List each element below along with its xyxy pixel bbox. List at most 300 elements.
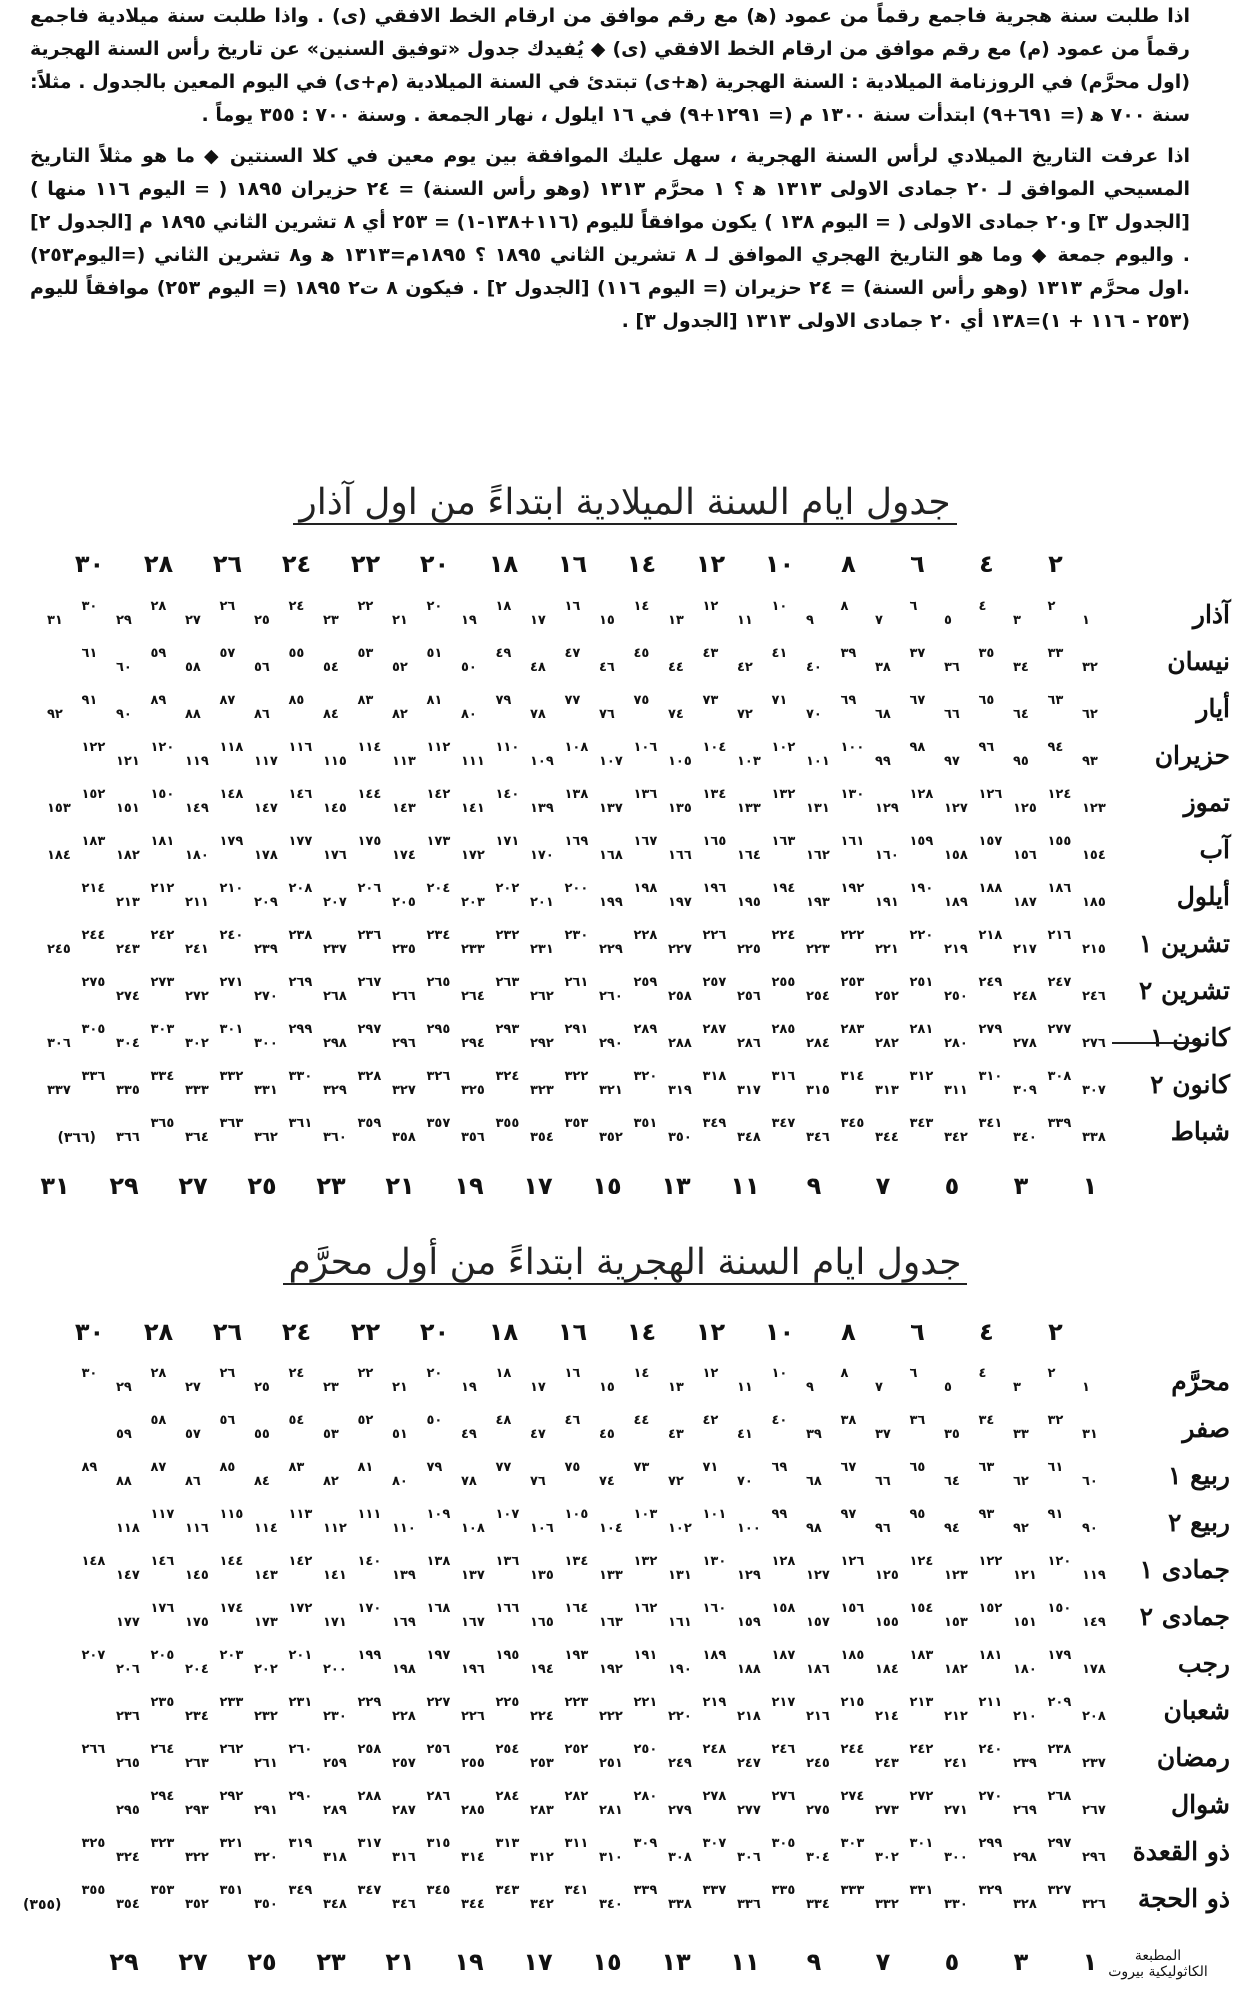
month-row [30, 786, 1230, 826]
day-of-year: ٢٤٤ [840, 1742, 865, 1757]
day-of-year: ٢٦٨ [323, 989, 347, 1004]
day-of-year: ١٨٧ [771, 1648, 796, 1663]
day-of-year: ١٨٨ [737, 1662, 761, 1677]
day-of-year: ٤٠ [771, 1413, 788, 1428]
day-of-year: ٢٨ [150, 1366, 167, 1381]
column-number: ٢٧ [178, 1172, 208, 1200]
day-of-year: ٢٤٣ [116, 942, 140, 957]
day-of-year: ٢٩٤ [150, 1789, 175, 1804]
day-of-year: ٣٤٦ [392, 1897, 416, 1912]
day-of-year: ٥٢ [392, 660, 408, 675]
day-of-year: ٣١ [1082, 1427, 1098, 1442]
day-of-year: ٣١٠ [978, 1069, 1003, 1084]
day-of-year: ١٩١ [633, 1648, 658, 1663]
day-of-year: ١٥٤ [909, 1601, 934, 1616]
day-of-year: ١٤٣ [392, 801, 416, 816]
day-of-year: ٣١٢ [909, 1069, 934, 1084]
month-name: شباط [1170, 1117, 1230, 1146]
day-of-year: ٤١ [737, 1427, 753, 1442]
day-of-year: ٢٩ [116, 1380, 132, 1395]
day-of-year: ٣٢٠ [254, 1850, 278, 1865]
day-of-year: ٢٣١ [530, 942, 554, 957]
day-of-year: ١٥٦ [840, 1601, 865, 1616]
day-of-year: ٢٥٧ [702, 975, 727, 990]
day-of-year: ٤٣ [668, 1427, 684, 1442]
month-row [23, 1882, 1230, 1922]
day-of-year: ١٧١ [495, 834, 520, 849]
day-of-year: ٢٢ [357, 1366, 374, 1381]
day-of-year: ٢٩٧ [1047, 1836, 1072, 1851]
day-of-year: ٣٠٣ [840, 1836, 865, 1851]
day-of-year: ١٠٠ [737, 1521, 761, 1536]
day-of-year: ٥١ [426, 646, 443, 661]
month-row [30, 1115, 1230, 1155]
day-of-year: ٥٣ [323, 1427, 339, 1442]
day-of-year: ٦ [909, 599, 918, 614]
day-of-year: ٢٨٨ [668, 1036, 692, 1051]
day-of-year: ٣٥٥ [495, 1116, 520, 1131]
day-of-year: ٢٦ [219, 1366, 236, 1381]
day-of-year: ٢٩٦ [1082, 1850, 1106, 1865]
day-of-year: ١٩٠ [909, 881, 934, 896]
day-of-year: ٦٧ [909, 693, 926, 708]
gregorian-table-title: جدول ايام السنة الميلادية ابتداءً من اول آذار [0, 482, 1250, 523]
day-of-year: ١٣٨ [564, 787, 589, 802]
day-of-year: ٢٤٥ [806, 1756, 830, 1771]
day-of-year: ٢٤٦ [771, 1742, 796, 1757]
hijri-bottom-header [40, 1948, 1100, 1978]
column-number: ٣١ [40, 1172, 70, 1200]
day-of-year: ٢٨٢ [875, 1036, 899, 1051]
day-of-year: ١٥١ [1013, 1615, 1037, 1630]
month-row [30, 833, 1230, 873]
day-of-year: ٢٠٩ [1047, 1695, 1072, 1710]
day-of-year: ٤٤ [633, 1413, 650, 1428]
day-of-year: ١٦٨ [426, 1601, 451, 1616]
day-of-year: ٢٤ [288, 599, 305, 614]
month-name: شوال [1171, 1790, 1230, 1819]
day-of-year: ٢٩٣ [185, 1803, 209, 1818]
day-of-year: ٢٧٢ [909, 1789, 934, 1804]
day-of-year: ٢٢١ [633, 1695, 658, 1710]
day-of-year: ٢٨٨ [357, 1789, 382, 1804]
day-of-year: ١٩٤ [530, 1662, 554, 1677]
day-of-year: ١٣٠ [840, 787, 865, 802]
day-of-year: ١٠٧ [495, 1507, 520, 1522]
day-of-year: ٣٤٠ [599, 1897, 623, 1912]
day-of-year: ١٧٨ [254, 848, 278, 863]
day-of-year: ١٠٠ [840, 740, 865, 755]
day-of-year: ٨٨ [116, 1474, 132, 1489]
day-of-year: ٣١٨ [323, 1850, 347, 1865]
day-of-year: ٢٥٦ [426, 1742, 451, 1757]
day-of-year: ٥٥ [288, 646, 305, 661]
day-of-year: ٦٩ [840, 693, 857, 708]
month-row [30, 692, 1230, 732]
column-number: ١٩ [454, 1172, 484, 1200]
day-of-year: ٨٦ [185, 1474, 201, 1489]
day-of-year: ١٠٥ [564, 1507, 589, 1522]
day-of-year: ٢٤١ [185, 942, 209, 957]
day-of-year: ١٤٥ [185, 1568, 209, 1583]
day-of-year: ١٢٨ [909, 787, 934, 802]
month-row [30, 1553, 1230, 1593]
day-of-year: ٣٢٢ [185, 1850, 209, 1865]
day-of-year: ٧١ [771, 693, 788, 708]
day-of-year: ٣٢١ [219, 1836, 244, 1851]
day-of-year: ١٧٧ [116, 1615, 140, 1630]
day-of-year: ٢٤٤ [81, 928, 106, 943]
day-of-year: ٤٥ [633, 646, 650, 661]
day-of-year: ٣٠٧ [1082, 1083, 1106, 1098]
day-of-year: ٦٣ [978, 1460, 995, 1475]
column-number: ١٧ [523, 1948, 553, 1976]
day-of-year: ٢١٦ [1047, 928, 1072, 943]
day-of-year: ٧٢ [668, 1474, 684, 1489]
day-of-year: ١٤٨ [219, 787, 244, 802]
day-of-year: ٣ [1013, 1380, 1021, 1395]
day-of-year: ٢٤٠ [219, 928, 244, 943]
day-of-year: ٨٢ [392, 707, 408, 722]
day-of-year: ٢٧٦ [771, 1789, 796, 1804]
day-of-year: ٢٣٤ [426, 928, 451, 943]
month-row [30, 927, 1230, 967]
day-of-year: ٣٣٢ [219, 1069, 244, 1084]
day-of-year: ٣٢٠ [633, 1069, 658, 1084]
day-of-year: ٢١٠ [1013, 1709, 1037, 1724]
column-number: ١٧ [523, 1172, 553, 1200]
day-of-year: ١١٠ [495, 740, 520, 755]
day-of-year: ٢٥٨ [357, 1742, 382, 1757]
day-of-year: ٣٢٧ [392, 1083, 416, 1098]
column-number: ٢٨ [143, 1318, 174, 1346]
month-row [30, 974, 1230, 1014]
day-of-year: ١٦٩ [392, 1615, 416, 1630]
day-of-year: ٨١ [426, 693, 443, 708]
day-of-year: ٢٧٨ [1013, 1036, 1037, 1051]
column-number: ١٨ [488, 550, 519, 578]
day-of-year: ٢٦٣ [185, 1756, 209, 1771]
month-name: ذو الحجة [1137, 1884, 1230, 1913]
day-of-year: ٣٢٩ [323, 1083, 347, 1098]
column-number: ١ [1082, 1172, 1098, 1200]
day-of-year: ١١٢ [426, 740, 451, 755]
day-of-year: ٢٩٨ [1013, 1850, 1037, 1865]
day-of-year: ٣٥ [944, 1427, 960, 1442]
day-of-year: ٣٥٨ [392, 1130, 416, 1145]
day-of-year: ٨٢ [323, 1474, 339, 1489]
day-of-year: ١٧٠ [357, 1601, 382, 1616]
day-of-year: ١٠٤ [599, 1521, 623, 1536]
column-number: ٢٧ [178, 1948, 208, 1976]
column-number: ٢٩ [109, 1948, 139, 1976]
day-of-year: ٣٦٥ [150, 1116, 175, 1131]
day-of-year: ٩٦ [875, 1521, 891, 1536]
column-number: ٣٠ [74, 550, 105, 578]
day-of-year: ١٥٠ [1047, 1601, 1072, 1616]
day-of-year: ١٧٧ [288, 834, 313, 849]
day-of-year: ٢٨٥ [461, 1803, 485, 1818]
day-of-year: ٢٧٣ [150, 975, 175, 990]
day-of-year: ٨٦ [254, 707, 270, 722]
day-of-year: ١٨٧ [1013, 895, 1037, 910]
day-of-year: ٢٥٥ [461, 1756, 485, 1771]
day-of-year: ١٠٤ [702, 740, 727, 755]
day-of-year: ٦٩ [771, 1460, 788, 1475]
column-number: ١٥ [592, 1172, 622, 1200]
day-of-year: ١١٨ [116, 1521, 140, 1536]
day-of-year: ١٤١ [461, 801, 485, 816]
day-of-year: ١٢٧ [806, 1568, 830, 1583]
day-of-year: ٢٨٧ [392, 1803, 416, 1818]
gregorian-top-header [40, 550, 1100, 580]
day-of-year: ١٩٢ [599, 1662, 623, 1677]
day-of-year: ١٧٢ [461, 848, 485, 863]
day-of-year: ١٢٢ [81, 740, 106, 755]
column-number: ٢٥ [247, 1948, 277, 1976]
day-of-year: ١٢٧ [944, 801, 968, 816]
day-of-year: ٢٠٥ [392, 895, 416, 910]
month-name: أيلول [1176, 882, 1230, 911]
day-of-year: ٣٤٧ [357, 1883, 382, 1898]
day-of-year: ٢٥٥ [771, 975, 796, 990]
day-of-year: ٣٤١ [564, 1883, 589, 1898]
day-of-year: ٩ [806, 1380, 814, 1395]
day-of-year: ٦٧ [840, 1460, 857, 1475]
day-of-year: ٦ [909, 1366, 918, 1381]
day-of-year: ٢٦٥ [116, 1756, 140, 1771]
month-row [30, 1788, 1230, 1828]
day-of-year: ٢٠ [426, 599, 443, 614]
day-of-year: ٢٧٩ [978, 1022, 1003, 1037]
day-of-year: ٢٣٠ [323, 1709, 347, 1724]
month-row [30, 1021, 1230, 1061]
day-of-year: ١٦٥ [702, 834, 727, 849]
day-of-year: ٣٠١ [909, 1836, 934, 1851]
day-of-year: ١٢٥ [875, 1568, 899, 1583]
day-of-year: ٣٢٥ [81, 1836, 106, 1851]
day-of-year: ٢٣ [323, 613, 339, 628]
day-of-year: ٣٤٦ [806, 1130, 830, 1145]
day-of-year: ٣٣٠ [944, 1897, 968, 1912]
day-of-year: ٢٩٢ [530, 1036, 554, 1051]
month-row [30, 1412, 1230, 1452]
month-name: آب [1199, 835, 1230, 864]
day-of-year: ١٤٨ [81, 1554, 106, 1569]
day-of-year: ٢٣٧ [323, 942, 347, 957]
day-of-year: ٢١٦ [806, 1709, 830, 1724]
month-name: ربيع ١ [1167, 1461, 1230, 1490]
day-of-year: ٢٢١ [875, 942, 899, 957]
day-of-year: ١٥ [599, 613, 615, 628]
hijri-table-title: جدول ايام السنة الهجرية ابتداءً من أول محرَّم [0, 1242, 1250, 1283]
day-of-year: ٣٥٠ [254, 1897, 278, 1912]
day-of-year: ٤٧ [530, 1427, 546, 1442]
day-of-year: ٢٢٦ [702, 928, 727, 943]
day-of-year: ٣٢١ [599, 1083, 623, 1098]
day-of-year: ٢٠٢ [254, 1662, 278, 1677]
column-number: ٢٣ [316, 1948, 346, 1976]
day-of-year: ٣٣٩ [633, 1883, 658, 1898]
day-of-year: ٥٤ [323, 660, 339, 675]
day-of-year: ٢١٩ [702, 1695, 727, 1710]
day-of-year: ١٧ [530, 613, 546, 628]
day-of-year: ٢٧٩ [668, 1803, 692, 1818]
day-of-year: ٢٧٤ [840, 1789, 865, 1804]
day-of-year: ٣٠٠ [254, 1036, 278, 1051]
day-of-year: ٣٢٤ [495, 1069, 520, 1084]
day-of-year: ١١٣ [288, 1507, 313, 1522]
day-of-year: ١٣٦ [633, 787, 658, 802]
day-of-year: ٢٦٩ [288, 975, 313, 990]
day-of-year: ١١٣ [392, 754, 416, 769]
day-of-year: ٢٦٤ [150, 1742, 175, 1757]
day-of-year: ٦٦ [875, 1474, 891, 1489]
column-number: ١٨ [488, 1318, 519, 1346]
column-number: ٢٥ [247, 1172, 277, 1200]
day-of-year: ٢٨٤ [806, 1036, 830, 1051]
day-of-year: ٣٠٠ [944, 1850, 968, 1865]
day-of-year: ٢٧٦ [1082, 1036, 1106, 1051]
day-of-year: ٩٠ [1082, 1521, 1098, 1536]
day-of-year: ٢٠ [426, 1366, 443, 1381]
day-of-year: ١١٦ [185, 1521, 209, 1536]
column-number: ٣ [1013, 1948, 1029, 1976]
day-of-year: ٧٩ [495, 693, 512, 708]
day-of-year: ٢٢٦ [461, 1709, 485, 1724]
day-of-year: ٨٧ [150, 1460, 167, 1475]
day-of-year: ٢٤٩ [978, 975, 1003, 990]
day-of-year: ٢٤٨ [1013, 989, 1037, 1004]
day-of-year: ٢١١ [185, 895, 209, 910]
day-of-year: ٣٩ [806, 1427, 822, 1442]
day-of-year: ١٥ [599, 1380, 615, 1395]
day-of-year: ٣٤٨ [737, 1130, 761, 1145]
day-of-year: ١١ [737, 613, 753, 628]
day-of-year: ٢٦١ [254, 1756, 278, 1771]
day-of-year: ٢٩٠ [288, 1789, 313, 1804]
day-of-year: ٥٨ [185, 660, 201, 675]
day-of-year: ٣٠٦ [737, 1850, 761, 1865]
day-of-year: ٨٧ [219, 693, 236, 708]
day-of-year: ١٠٩ [426, 1507, 451, 1522]
day-of-year: ٤٤ [668, 660, 684, 675]
day-of-year: ٢٢٨ [392, 1709, 416, 1724]
day-of-year: ٣٣٥ [771, 1883, 796, 1898]
day-of-year: ٦١ [81, 646, 98, 661]
month-name: نيسان [1167, 647, 1230, 676]
day-of-year: ٧٥ [633, 693, 650, 708]
day-of-year: ٣٥٩ [357, 1116, 382, 1131]
day-of-year: ١٩٨ [633, 881, 658, 896]
column-number: ٤ [979, 550, 994, 578]
day-of-year: ١٧٢ [288, 1601, 313, 1616]
day-of-year: ٢٠٠ [564, 881, 589, 896]
day-of-year: ٣٤١ [978, 1116, 1003, 1131]
day-of-year: ٣٤٥ [840, 1116, 865, 1131]
day-of-year: ١١٥ [323, 754, 347, 769]
row-divider [1112, 1042, 1200, 1044]
day-of-year: ٢٦٢ [530, 989, 554, 1004]
day-of-year: ٢٥٩ [633, 975, 658, 990]
day-of-year: ٢٤٢ [150, 928, 175, 943]
day-of-year: ٢٢٥ [737, 942, 761, 957]
day-of-year: ٦٥ [978, 693, 995, 708]
column-number: ٨ [841, 1318, 856, 1346]
day-of-year: ٢١ [392, 1380, 408, 1395]
day-of-year: ٢٢٤ [771, 928, 796, 943]
day-of-year: ٢٢٨ [633, 928, 658, 943]
year-total: (٣٥٥) [23, 1897, 62, 1913]
day-of-year: ٢٧٠ [978, 1789, 1003, 1804]
day-of-year: ٢٠٦ [116, 1662, 140, 1677]
day-of-year: ١١٠ [392, 1521, 416, 1536]
day-of-year: ٢٩٥ [426, 1022, 451, 1037]
day-of-year: ٩٥ [909, 1507, 926, 1522]
day-of-year: ٣١٥ [426, 1836, 451, 1851]
day-of-year: ٣٠ [81, 1366, 98, 1381]
day-of-year: ٣٦٣ [219, 1116, 244, 1131]
day-of-year: ٣١٤ [461, 1850, 485, 1865]
day-of-year: ١٢٠ [150, 740, 175, 755]
day-of-year: ٣١٣ [875, 1083, 899, 1098]
day-of-year: ٣٥٧ [426, 1116, 451, 1131]
day-of-year: ١٧٩ [1047, 1648, 1072, 1663]
column-number: ٩ [806, 1172, 822, 1200]
day-of-year: ٣٢٩ [978, 1883, 1003, 1898]
day-of-year: ١٢ [702, 1366, 719, 1381]
day-of-year: ٢٥ [254, 1380, 270, 1395]
day-of-year: ٣٢٢ [564, 1069, 589, 1084]
day-of-year: ١٨٢ [116, 848, 140, 863]
day-of-year: ٢٤٣ [875, 1756, 899, 1771]
day-of-year: ٢٦ [219, 599, 236, 614]
day-of-year: ١٣٣ [737, 801, 761, 816]
column-number: ٩ [806, 1948, 822, 1976]
day-of-year: ٢٦٧ [1082, 1803, 1106, 1818]
day-of-year: ١٩٢ [840, 881, 865, 896]
day-of-year: ١٦١ [840, 834, 865, 849]
day-of-year: ٣٣ [1047, 646, 1064, 661]
day-of-year: ٢٠٢ [495, 881, 520, 896]
day-of-year: ٣٢٧ [1047, 1883, 1072, 1898]
day-of-year: ٢٦٧ [357, 975, 382, 990]
day-of-year: ٢٣٥ [150, 1695, 175, 1710]
column-number: ٢٦ [212, 550, 243, 578]
day-of-year: ٢٣٨ [1047, 1742, 1072, 1757]
day-of-year: ٩ [806, 613, 814, 628]
day-of-year: ١٩٩ [357, 1648, 382, 1663]
day-of-year: ٢ [1047, 1366, 1056, 1381]
column-number: ٢٩ [109, 1172, 139, 1200]
day-of-year: ٢٣٤ [185, 1709, 209, 1724]
day-of-year: ١٠٩ [530, 754, 554, 769]
day-of-year: ٦٦ [944, 707, 960, 722]
day-of-year: ٩٣ [1082, 754, 1098, 769]
day-of-year: ٢٠٨ [1082, 1709, 1106, 1724]
day-of-year: ٢٣ [323, 1380, 339, 1395]
day-of-year: ١١ [737, 1380, 753, 1395]
day-of-year: ١٨٩ [944, 895, 968, 910]
day-of-year: ١٧٣ [426, 834, 451, 849]
day-of-year: ٣١٨ [702, 1069, 727, 1084]
day-of-year: ٢٥٦ [737, 989, 761, 1004]
day-of-year: ٣٤٨ [323, 1897, 347, 1912]
day-of-year: ٩٥ [1013, 754, 1029, 769]
printer-mark: المطبعة الكاثوليكية بيروت [1108, 1948, 1208, 1980]
day-of-year: ٨٣ [288, 1460, 305, 1475]
day-of-year: ١٣٧ [461, 1568, 485, 1583]
